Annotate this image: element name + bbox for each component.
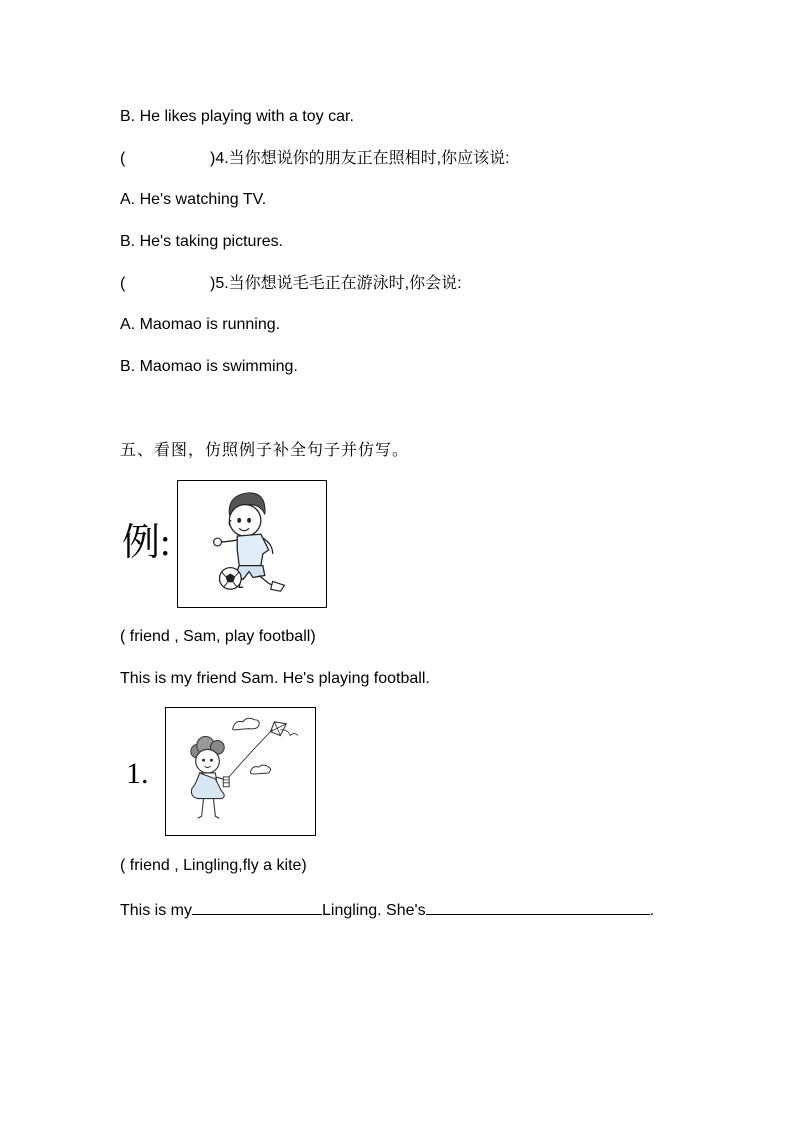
item-one-label: 1.	[126, 757, 149, 790]
girl-flying-kite-illustration	[166, 708, 315, 835]
example-sentence: This is my friend Sam. He's playing football.	[120, 670, 430, 687]
q4-question-text: )4.当你想说你的朋友正在照相时,你应该说:	[210, 150, 510, 167]
example-hint: ( friend , Sam, play football)	[120, 628, 316, 645]
q3-option-b: B. He likes playing with a toy car.	[120, 108, 354, 125]
q5-question	[120, 274, 462, 294]
q5-option-b: B. Maomao is swimming.	[120, 358, 298, 375]
section-five-title: 五、看图，仿照例子补全句子并仿写。	[120, 440, 410, 459]
item-one-sentence	[120, 898, 654, 921]
q4-question	[120, 149, 510, 169]
q4-option-b: B. He's taking pictures.	[120, 233, 284, 250]
item-one-blank-friend[interactable]	[192, 898, 322, 915]
example-picture-boy-football	[177, 480, 327, 608]
example-label: 例:	[122, 522, 171, 564]
item-one-sentence-end: .	[649, 902, 655, 919]
q5-answer-paren[interactable]: (	[120, 275, 126, 292]
q4-answer-paren[interactable]: (	[120, 150, 126, 167]
item-one-sentence-part2: Lingling. She's	[322, 902, 426, 919]
q4-option-a: A. He's watching TV.	[120, 191, 267, 208]
item-one-blank-activity[interactable]	[426, 898, 650, 915]
item-one-picture-girl-kite	[165, 707, 316, 836]
boy-playing-football-illustration	[178, 481, 326, 607]
q5-option-a: A. Maomao is running.	[120, 316, 281, 333]
q5-question-text: )5.当你想说毛毛正在游泳时,你会说:	[210, 275, 462, 292]
item-one-hint: ( friend , Lingling,fly a kite)	[120, 857, 307, 874]
item-one-sentence-part1: This is my	[120, 902, 192, 919]
